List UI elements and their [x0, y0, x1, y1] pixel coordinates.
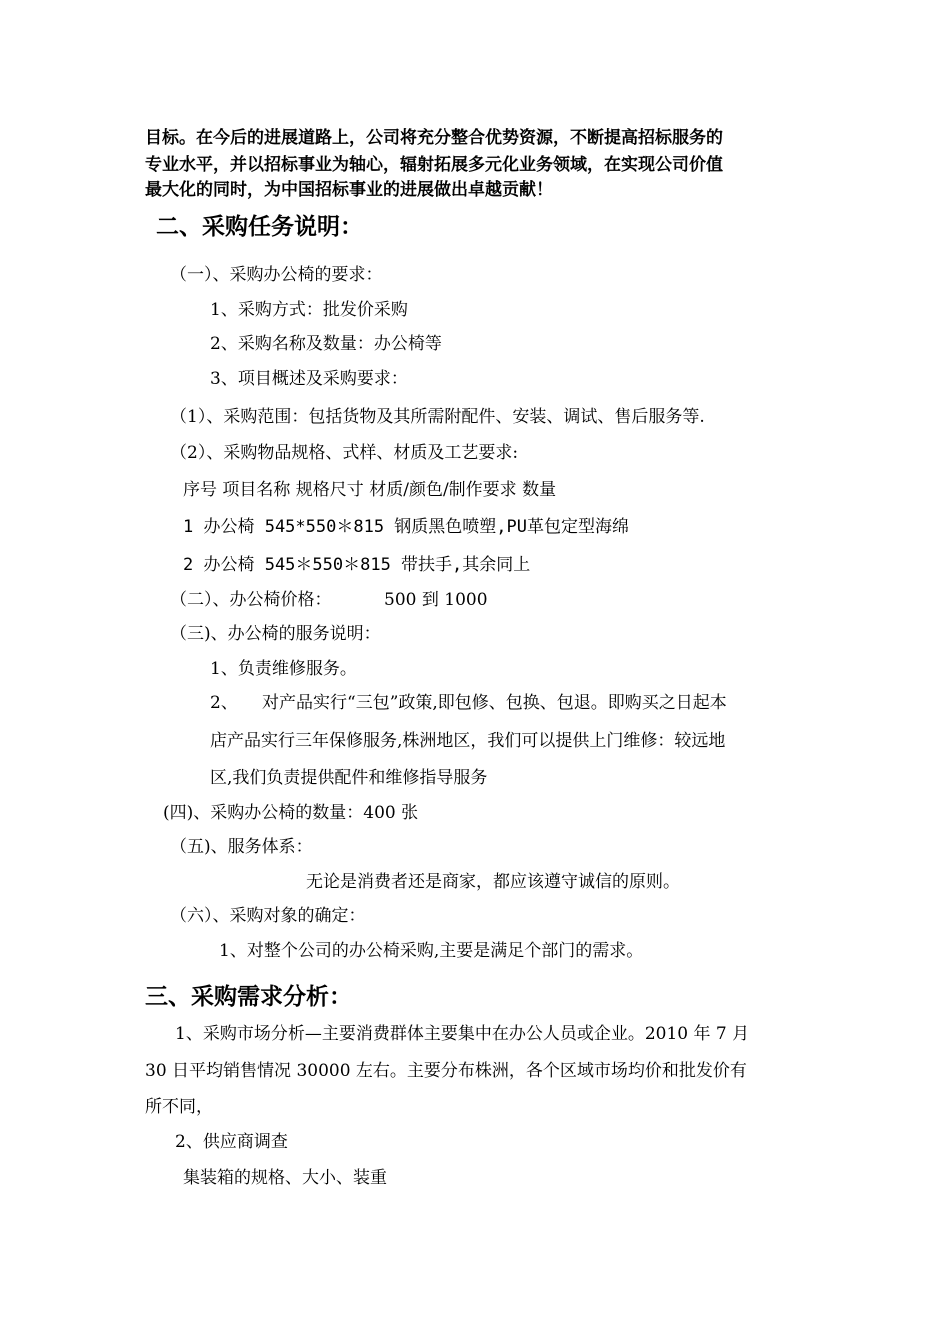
part-3-item-2-line-1: 对产品实行“三包”政策,即包修、包换、包退。即购买之日起本	[262, 693, 727, 713]
part-1-item-2: 2、采购名称及数量：办公椅等	[210, 334, 442, 354]
spec-title: （2）、采购物品规格、式样、材质及工艺要求:	[170, 443, 519, 463]
market-analysis-line-3: 所不同，	[145, 1097, 213, 1117]
part-3-item-2-number: 2、	[210, 693, 238, 713]
price-value: 500 到 1000	[384, 590, 488, 610]
part-5-text: 无论是消费者还是商家，都应该遵守诚信的原则。	[306, 872, 680, 892]
section-3-heading: 三、采购需求分析：	[145, 984, 352, 1010]
part-5-title: （五)、服务体系：	[170, 837, 313, 857]
market-analysis-line-1: 1、采购市场分析—主要消费群体主要集中在办公人员或企业。2010 年 7 月	[175, 1024, 750, 1044]
market-analysis-line-2: 30 日平均销售情况 30000 左右。主要分布株洲，各个区域市场均价和批发价有	[145, 1061, 747, 1081]
part-1-item-1: 1、采购方式：批发价采购	[210, 300, 408, 320]
spec-table-header: 序号 项目名称 规格尺寸 材质/颜色/制作要求 数量	[183, 480, 557, 500]
part-3-item-1: 1、负责维修服务。	[210, 659, 357, 679]
part-6-title: （六）、采购对象的确定：	[170, 906, 366, 926]
part-3-title: （三)、办公椅的服务说明：	[170, 624, 381, 644]
price-label: （二）、办公椅价格：	[170, 590, 332, 610]
procurement-scope: （1）、采购范围：包括货物及其所需附配件、安装、调试、售后服务等.	[170, 407, 705, 427]
intro-line-1: 目标。在今后的进展道路上，公司将充分整合优势资源，不断提高招标服务的	[145, 128, 723, 148]
container-spec: 集装箱的规格、大小、装重	[183, 1168, 387, 1188]
spec-table-row-1: 1 办公椅 545*550＊815 钢质黑色喷塑,PU革包定型海绵	[183, 517, 629, 537]
part-6-text: 1、对整个公司的办公椅采购,主要是满足个部门的需求。	[219, 941, 644, 961]
supplier-survey: 2、供应商调查	[175, 1132, 288, 1152]
part-1-title: （一）、采购办公椅的要求：	[170, 265, 383, 285]
intro-line-3: 最大化的同时，为中国招标事业的进展做出卓越贡献！	[145, 180, 553, 200]
part-4-quantity: (四)、采购办公椅的数量：400 张	[163, 803, 419, 823]
section-2-heading: 二、采购任务说明：	[156, 214, 363, 240]
intro-line-2: 专业水平，并以招标事业为轴心，辐射拓展多元化业务领域，在实现公司价值	[145, 155, 723, 175]
part-1-item-3: 3、项目概述及采购要求：	[210, 369, 408, 389]
part-3-item-2-line-3: 区,我们负责提供配件和维修指导服务	[210, 768, 488, 788]
part-3-item-2-line-2: 店产品实行三年保修服务,株洲地区，我们可以提供上门维修：较远地	[210, 731, 726, 751]
spec-table-row-2: 2 办公椅 545＊550＊815 带扶手,其余同上	[183, 555, 531, 575]
